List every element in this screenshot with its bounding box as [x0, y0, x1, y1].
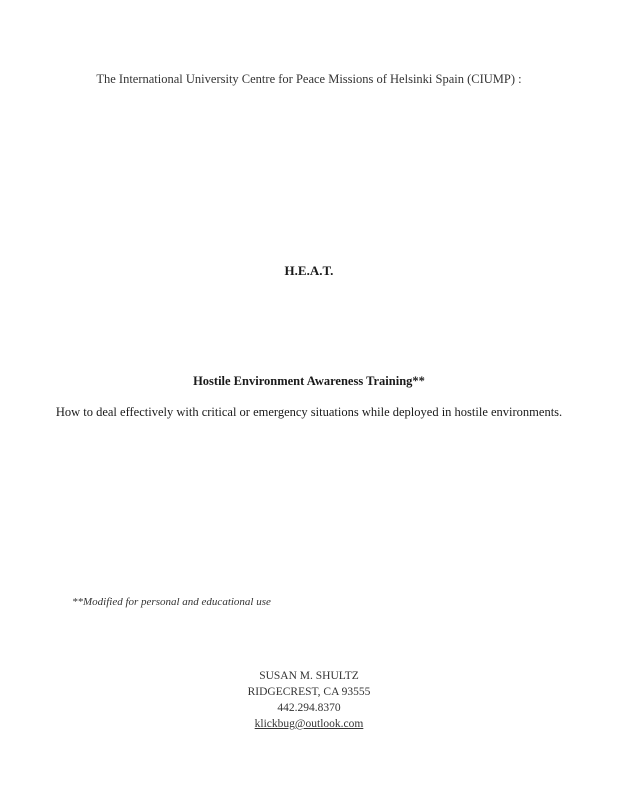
- page-title: H.E.A.T.: [284, 263, 334, 278]
- author-phone: 442.294.8370: [277, 702, 341, 714]
- author-email-link[interactable]: klickbug@outlook.com: [254, 718, 364, 730]
- page-subtitle: Hostile Environment Awareness Training**: [193, 374, 425, 388]
- author-contact-block: [0, 668, 618, 732]
- author-name: SUSAN M. SHULTZ: [259, 670, 359, 682]
- organization-heading: The International University Centre for Peace Missions of Helsinki Spain (CIUMP) :: [96, 72, 522, 86]
- footnote: **Modified for personal and educational use: [72, 596, 271, 608]
- page-description: How to deal effectively with critical or emergency situations while deployed in hostile environments.: [55, 405, 563, 419]
- author-location: RIDGECREST, CA 93555: [247, 686, 371, 698]
